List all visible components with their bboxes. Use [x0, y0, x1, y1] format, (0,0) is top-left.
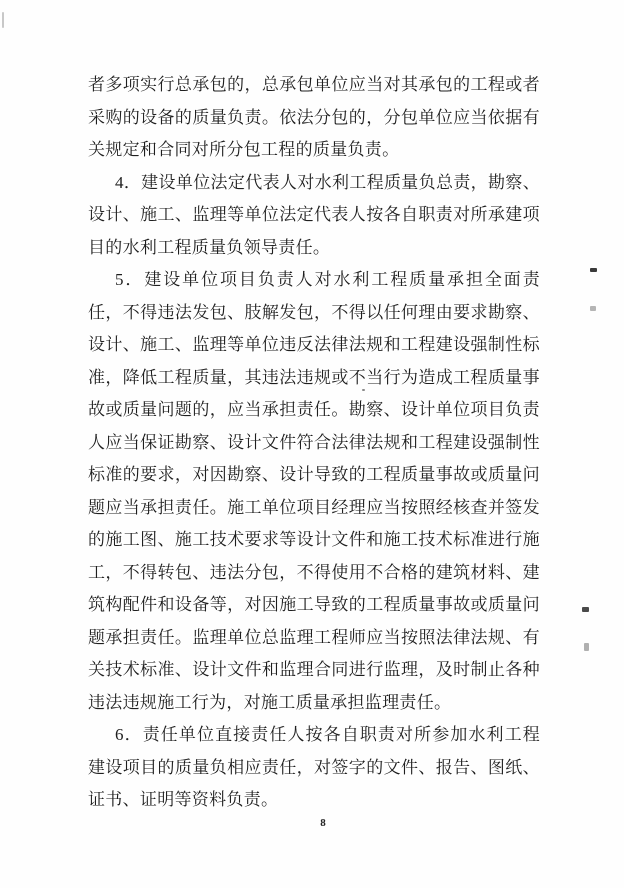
scan-artifact	[582, 607, 589, 612]
scan-artifact	[590, 306, 596, 311]
text-line: 设计、施工、监理等单位违反法律法规和工程建设强制性标	[88, 335, 540, 354]
text-line: 者多项实行总承包的，总承包单位应当对其承包的工程或者	[88, 75, 540, 94]
text-line: 的施工图、施工技术要求等设计文件和施工技术标准进行施	[88, 530, 540, 549]
text-line: 准，降低工程质量，其违法违规或不当行为造成工程质量事	[88, 367, 540, 387]
scan-artifact	[2, 12, 4, 28]
text-line: 设计、施工、监理等单位法定代表人按各自职责对所承建项	[88, 205, 540, 224]
scan-artifact	[584, 643, 589, 651]
text-line: 采购的设备的质量负责。依法分包的，分包单位应当依据有	[88, 107, 540, 127]
text-line: 建设项目的质量负相应责任，对签字的文件、报告、图纸、	[88, 757, 540, 777]
text-line: 6．责任单位直接责任人按各自职责对所参加水利工程	[115, 725, 540, 744]
text-line: 违法违规施工行为，对施工质量承担监理责任。	[88, 692, 452, 712]
text-line: 人应当保证勘察、设计文件符合法律法规和工程建设强制性	[88, 432, 540, 452]
text-block	[88, 69, 540, 817]
text-line: 标准的要求，对因勘察、设计导致的工程质量事故或质量问	[88, 465, 540, 484]
scan-artifact	[590, 268, 597, 272]
text-line: 关技术标准、设计文件和监理合同进行监理，及时制止各种	[88, 660, 540, 679]
text-line: 题应当承担责任。施工单位项目经理应当按照经核查并签发	[88, 497, 540, 517]
text-line: 目的水利工程质量负领导责任。	[88, 237, 331, 257]
page-number: 8	[320, 817, 326, 829]
text-line: 故或质量问题的，应当承担责任。勘察、设计单位项目负责	[88, 400, 540, 419]
text-line: 证书、证明等资料负责。	[88, 790, 279, 809]
text-line: 工，不得转包、违法分包，不得使用不合格的建筑材料、建	[88, 562, 540, 582]
text-line: 5．建设单位项目负责人对水利工程质量承担全面责	[115, 270, 540, 289]
text-line: 题承担责任。监理单位总监理工程师应当按照法律法规、有	[88, 627, 540, 647]
text-line: 4．建设单位法定代表人对水利工程质量负总责，勘察、	[115, 172, 540, 192]
text-line: 筑构配件和设备等，对因施工导致的工程质量事故或质量问	[88, 595, 540, 614]
text-line: 关规定和合同对所分包工程的质量负责。	[88, 140, 400, 159]
text-line: 任，不得违法发包、肢解发包，不得以任何理由要求勘察、	[88, 302, 540, 322]
scan-artifact	[362, 389, 365, 391]
